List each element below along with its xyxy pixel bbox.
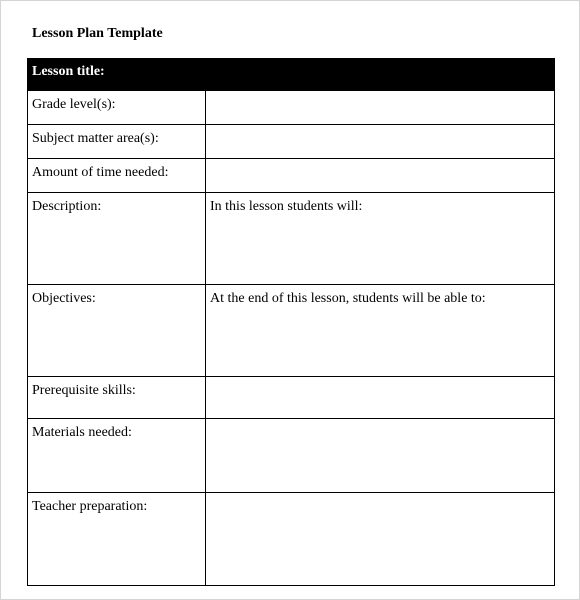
subject-area-value[interactable] — [206, 125, 555, 159]
lesson-plan-table — [27, 58, 555, 586]
grade-level-value[interactable] — [206, 91, 555, 125]
description-value[interactable]: In this lesson students will: — [206, 193, 555, 285]
table-row-time-needed — [28, 159, 555, 193]
table-row-grade-level — [28, 91, 555, 125]
table-row-teacher-preparation — [28, 493, 555, 586]
materials-needed-value[interactable] — [206, 419, 555, 493]
teacher-preparation-label: Teacher preparation: — [28, 493, 206, 586]
subject-area-label: Subject matter area(s): — [28, 125, 206, 159]
description-label: Description: — [28, 193, 206, 285]
prerequisite-skills-label: Prerequisite skills: — [28, 377, 206, 419]
objectives-value[interactable]: At the end of this lesson, students will be able to: — [206, 285, 555, 377]
table-row-lesson-title — [28, 59, 555, 91]
page-title: Lesson Plan Template — [32, 26, 163, 41]
lesson-title-label: Lesson title: — [28, 59, 206, 91]
table-row-description — [28, 193, 555, 285]
table-row-subject-area — [28, 125, 555, 159]
time-needed-value[interactable] — [206, 159, 555, 193]
table-row-materials-needed — [28, 419, 555, 493]
grade-level-label: Grade level(s): — [28, 91, 206, 125]
teacher-preparation-value[interactable] — [206, 493, 555, 586]
lesson-title-value[interactable] — [206, 59, 555, 91]
prerequisite-skills-value[interactable] — [206, 377, 555, 419]
materials-needed-label: Materials needed: — [28, 419, 206, 493]
time-needed-label: Amount of time needed: — [28, 159, 206, 193]
objectives-label: Objectives: — [28, 285, 206, 377]
table-row-objectives — [28, 285, 555, 377]
table-row-prerequisite-skills — [28, 377, 555, 419]
